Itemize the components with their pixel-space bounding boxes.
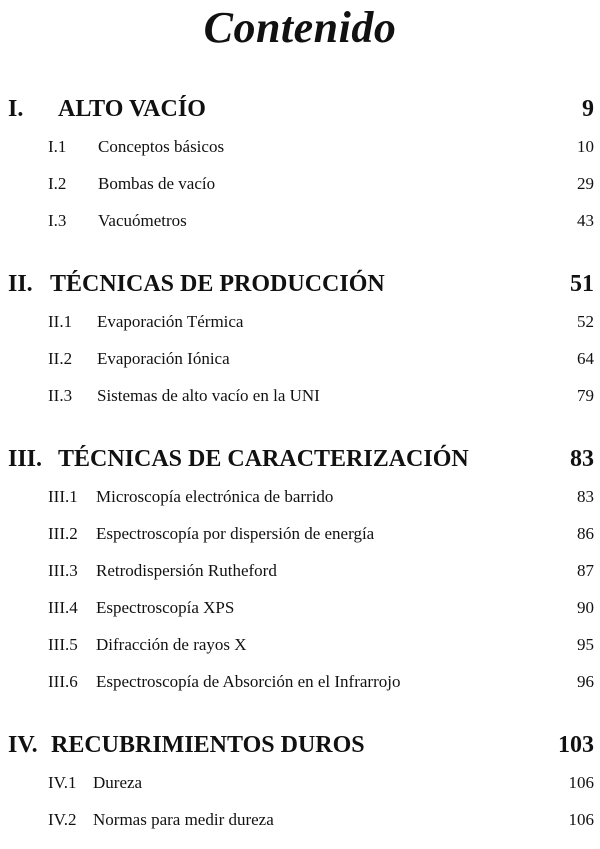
entry-title: Microscopía electrónica de barrido bbox=[96, 487, 334, 506]
toc-entry bbox=[48, 672, 594, 692]
chapter-page: 83 bbox=[570, 446, 594, 472]
entry-number: III.4 bbox=[48, 598, 78, 617]
toc-entry bbox=[48, 174, 594, 194]
toc-entry bbox=[48, 773, 594, 793]
entry-number: I.2 bbox=[48, 174, 67, 193]
toc-chapter bbox=[8, 96, 594, 123]
toc-entry bbox=[48, 386, 594, 406]
toc-entry bbox=[48, 524, 594, 544]
toc-chapter bbox=[8, 446, 594, 473]
entry-number: II.1 bbox=[48, 312, 73, 331]
entry-page: 95 bbox=[577, 635, 594, 654]
entry-number: III.3 bbox=[48, 561, 78, 580]
entry-page: 79 bbox=[577, 386, 594, 405]
chapter-number: II. bbox=[8, 271, 33, 297]
entry-title: Evaporación Térmica bbox=[97, 312, 244, 331]
toc-entry bbox=[48, 211, 594, 231]
entry-title: Espectroscopía por dispersión de energía bbox=[96, 524, 375, 543]
entry-number: III.6 bbox=[48, 672, 78, 691]
entry-page: 43 bbox=[577, 211, 594, 230]
entry-title: Espectroscopía XPS bbox=[96, 598, 235, 617]
toc-entry bbox=[48, 635, 594, 655]
entry-title: Retrodispersión Rutheford bbox=[96, 561, 277, 580]
toc-entry bbox=[48, 312, 594, 332]
chapter-title: ALTO VACÍO bbox=[58, 96, 206, 122]
entry-page: 106 bbox=[568, 773, 594, 792]
toc-chapter bbox=[8, 732, 594, 759]
chapter-page: 9 bbox=[582, 96, 594, 122]
toc-entry bbox=[48, 137, 594, 157]
entry-title: Dureza bbox=[93, 773, 143, 792]
entry-title: Difracción de rayos X bbox=[96, 635, 247, 654]
entry-number: II.3 bbox=[48, 386, 73, 405]
chapter-page: 103 bbox=[558, 732, 594, 758]
entry-number: IV.2 bbox=[48, 810, 77, 829]
entry-title: Bombas de vacío bbox=[98, 174, 216, 193]
toc-entry bbox=[48, 810, 594, 830]
toc-entry bbox=[48, 561, 594, 581]
entry-number: III.1 bbox=[48, 487, 78, 506]
entry-number: III.2 bbox=[48, 524, 78, 543]
entry-page: 29 bbox=[577, 174, 594, 193]
entry-page: 86 bbox=[577, 524, 594, 543]
entry-number: IV.1 bbox=[48, 773, 77, 792]
chapter-title: RECUBRIMIENTOS DUROS bbox=[51, 732, 365, 758]
entry-page: 10 bbox=[577, 137, 594, 156]
entry-title: Normas para medir dureza bbox=[93, 810, 274, 829]
entry-title: Vacuómetros bbox=[98, 211, 187, 230]
entry-page: 87 bbox=[577, 561, 594, 580]
chapter-title: TÉCNICAS DE CARACTERIZACIÓN bbox=[58, 446, 469, 472]
chapter-number: III. bbox=[8, 446, 43, 472]
entry-title: Espectroscopía de Absorción en el Infrarrojo bbox=[96, 672, 401, 691]
entry-number: II.2 bbox=[48, 349, 73, 368]
toc-entry bbox=[48, 598, 594, 618]
entry-page: 83 bbox=[577, 487, 594, 506]
entry-title: Evaporación Iónica bbox=[97, 349, 230, 368]
entry-page: 52 bbox=[577, 312, 594, 331]
toc-entry bbox=[48, 487, 594, 507]
entry-number: I.1 bbox=[48, 137, 67, 156]
entry-title: Conceptos básicos bbox=[98, 137, 225, 156]
entry-number: III.5 bbox=[48, 635, 78, 654]
chapter-title: TÉCNICAS DE PRODUCCIÓN bbox=[50, 271, 385, 297]
entry-page: 96 bbox=[577, 672, 594, 691]
page-title: Contenido bbox=[203, 3, 397, 52]
chapter-number: I. bbox=[8, 96, 24, 122]
toc-chapter bbox=[8, 271, 594, 298]
entry-number: I.3 bbox=[48, 211, 67, 230]
entry-page: 90 bbox=[577, 598, 594, 617]
chapter-number: IV. bbox=[8, 732, 38, 758]
chapter-page: 51 bbox=[570, 271, 594, 297]
entry-page: 64 bbox=[577, 349, 594, 368]
entry-page: 106 bbox=[568, 810, 594, 829]
toc-entry bbox=[48, 349, 594, 369]
entry-title: Sistemas de alto vacío en la UNI bbox=[97, 386, 320, 405]
